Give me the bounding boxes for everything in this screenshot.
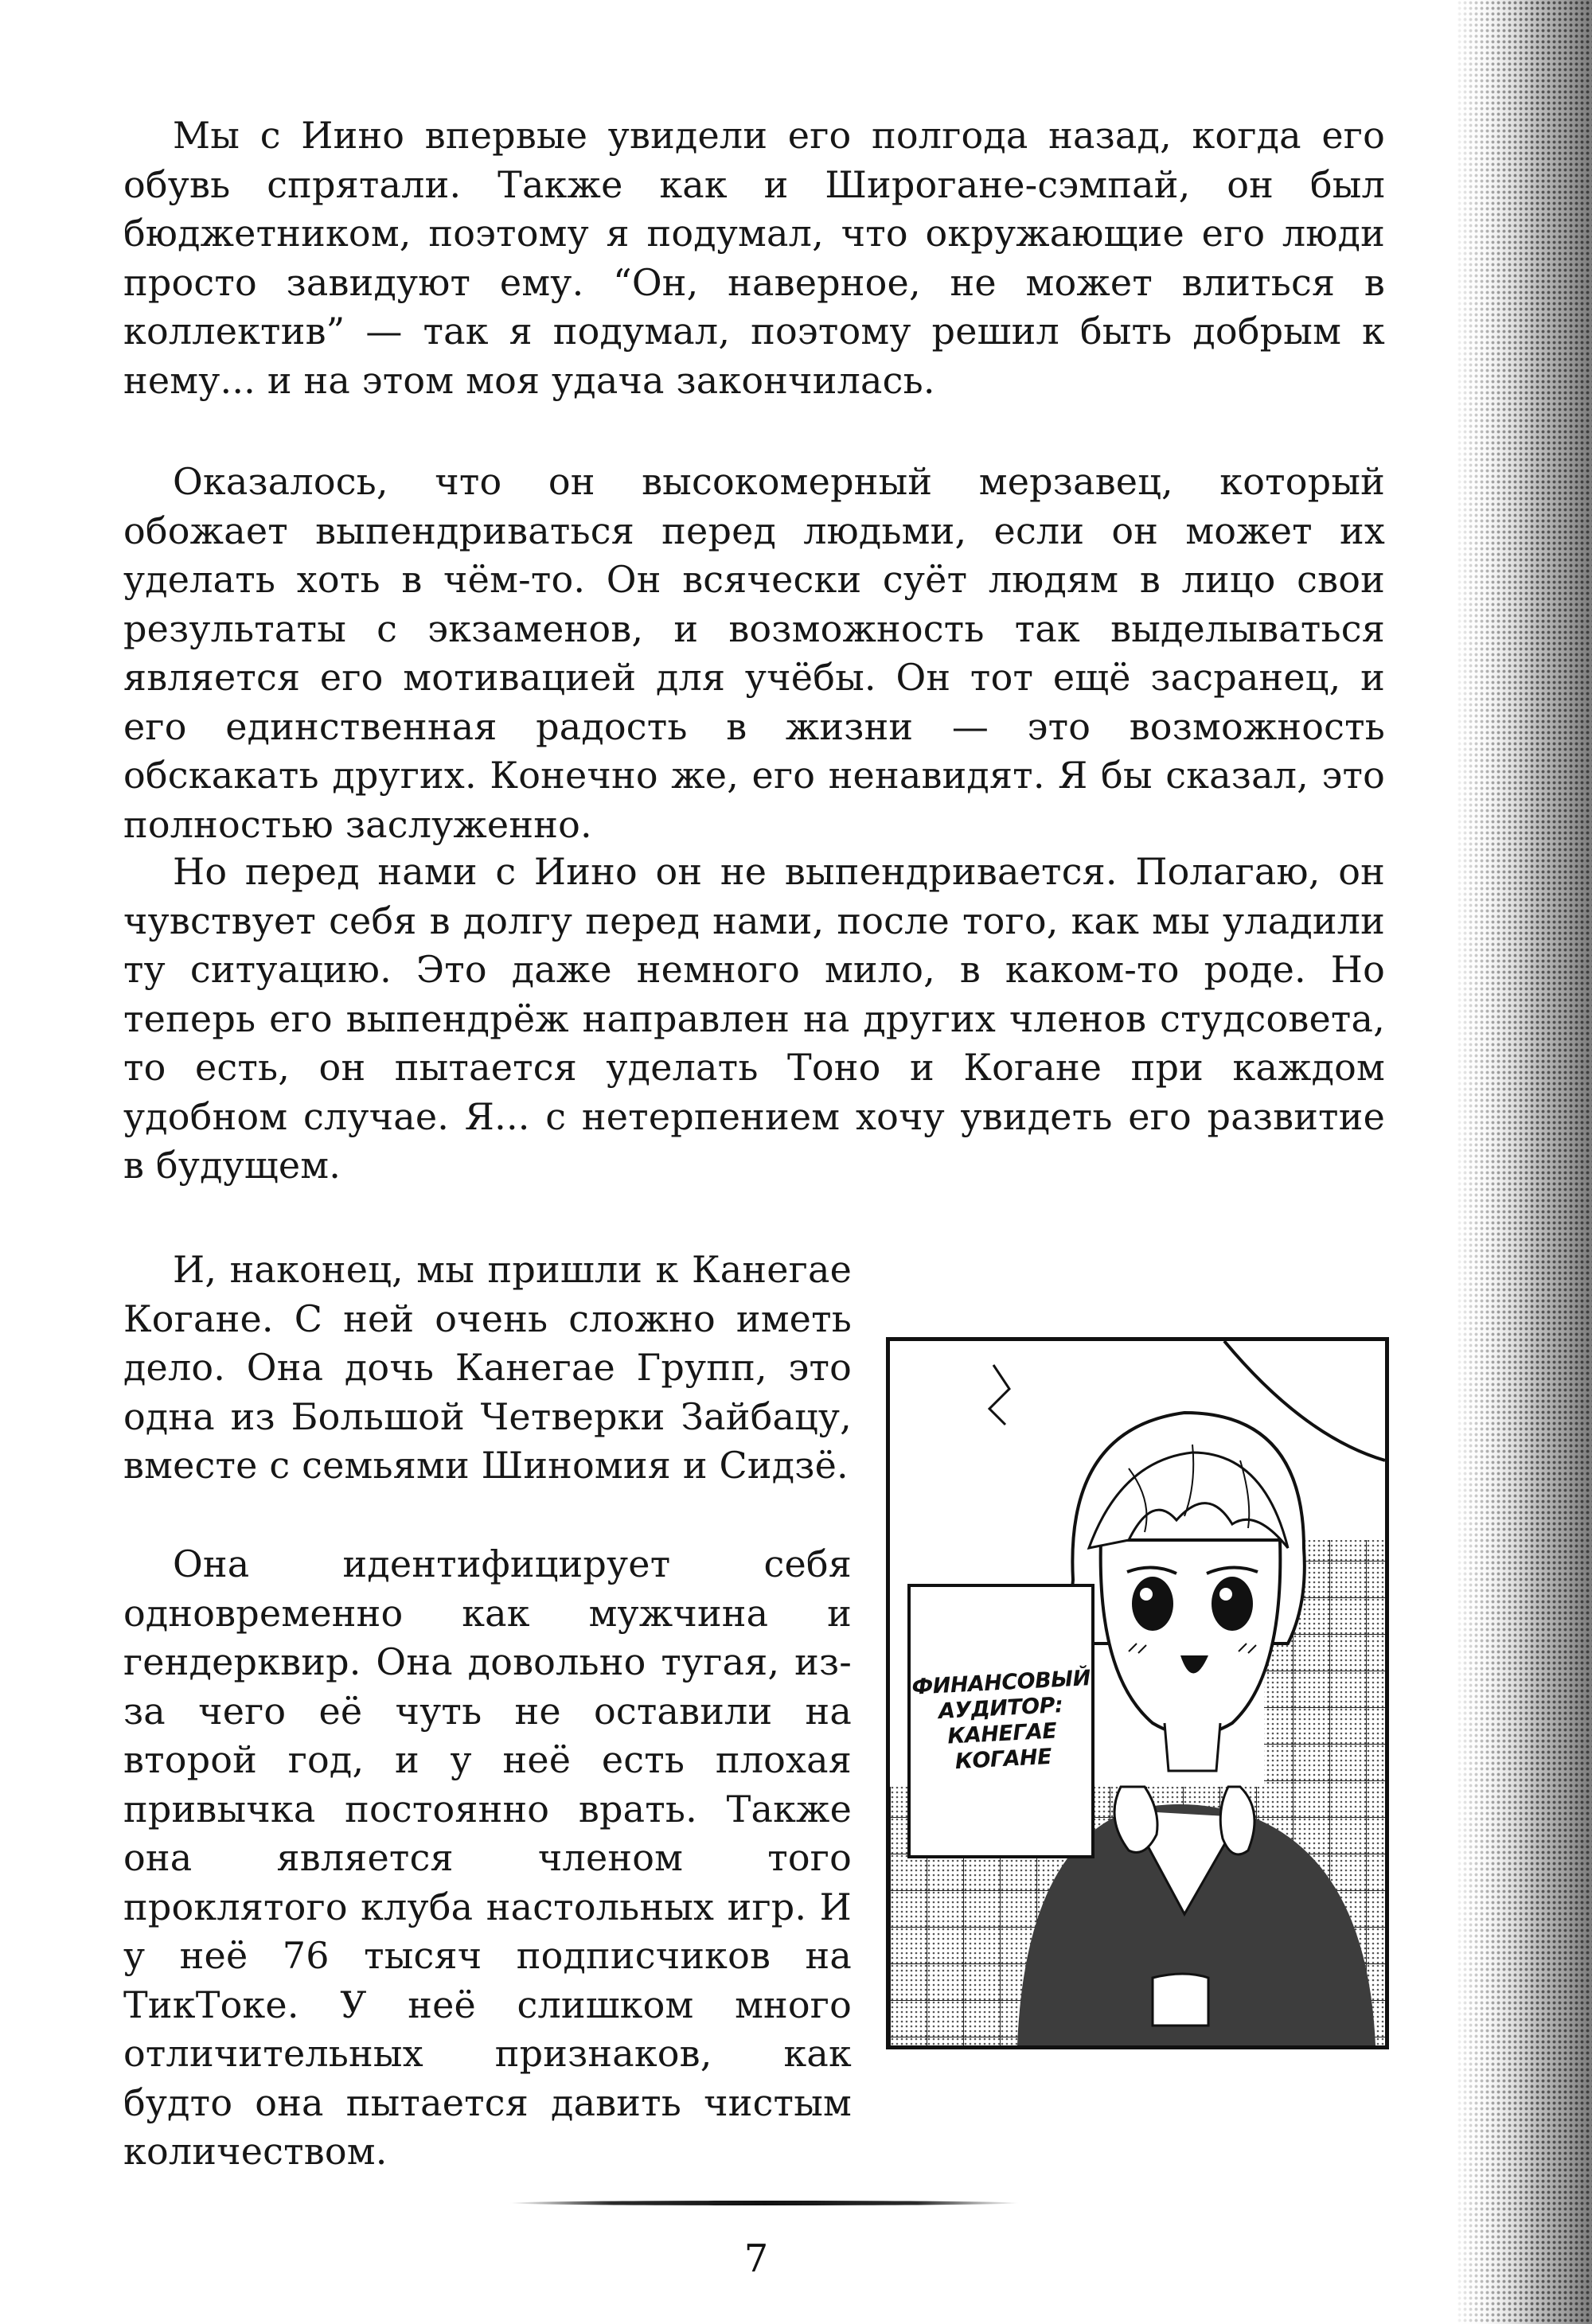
character-caption: ФИНАНСОВЫЙ АУДИТОР: КАНЕГАЕ КОГАНЕ	[911, 1665, 1091, 1774]
paragraph-5: Она идентифицирует себя одновременно как мужчина и гендерквир. Она довольно тугая, из-за чего её чуть не оставили на второй год, и у неё есть плохая привычка постоянно врать. Также она является членом того проклятого клуба настольных игр. И у неё 76 тысяч подписчиков на ТикТоке. У неё слишком много отличительных признаков, как будто она пытается давить чистым количеством.	[123, 1542, 852, 2173]
paragraph-4: И, наконец, мы пришли к Канегае Когане. С ней очень сложно иметь дело. Она дочь Канегае Групп, это одна из Большой Четверки Зайбацу, вместе с семьями Шиномия и Сидзё.	[123, 1248, 852, 1487]
footer-divider	[509, 2201, 1019, 2205]
manga-illustration	[886, 1337, 1389, 2049]
paragraph-1: Мы с Иино впервые увидели его полгода назад, когда его обувь спрятали. Также как и Широгане-сэмпай, он был бюджетником, поэтому я подумал, что окружающие его люди просто завидуют ему. “Он, наверное, не может влиться в коллектив” — так я подумал, поэтому решил быть добрым к нему... и на этом моя удача закончилась.	[123, 114, 1385, 402]
paragraph-3: Но перед нами с Иино он не выпендривается. Полагаю, он чувствует себя в долгу перед нами, после того, как мы уладили ту ситуацию. Это даже немного мило, в каком-то роде. Но теперь его выпендрёж направлен на других членов студсовета, то есть, он пытается уделать Тоно и Когане при каждом удобном случае. Я... с нетерпением хочу увидеть его развитие в будущем.	[123, 850, 1385, 1187]
halftone-side-strip	[1457, 0, 1592, 2324]
page-number: 7	[743, 2236, 769, 2281]
caption-box	[907, 1584, 1094, 1858]
paragraph-2: Оказалось, что он высокомерный мерзавец, который обожает выпендриваться перед людьми, если он может их уделать хоть в чём-то. Он всячески суёт людям в лицо свои результаты с экзаменов, и возможность так выделываться является его мотивацией для учёбы. Он тот ещё засранец, и его единственная радость в жизни — это возможность обскакать других. Конечно же, его ненавидят. Я бы сказал, это полностью заслуженно.	[123, 460, 1385, 846]
